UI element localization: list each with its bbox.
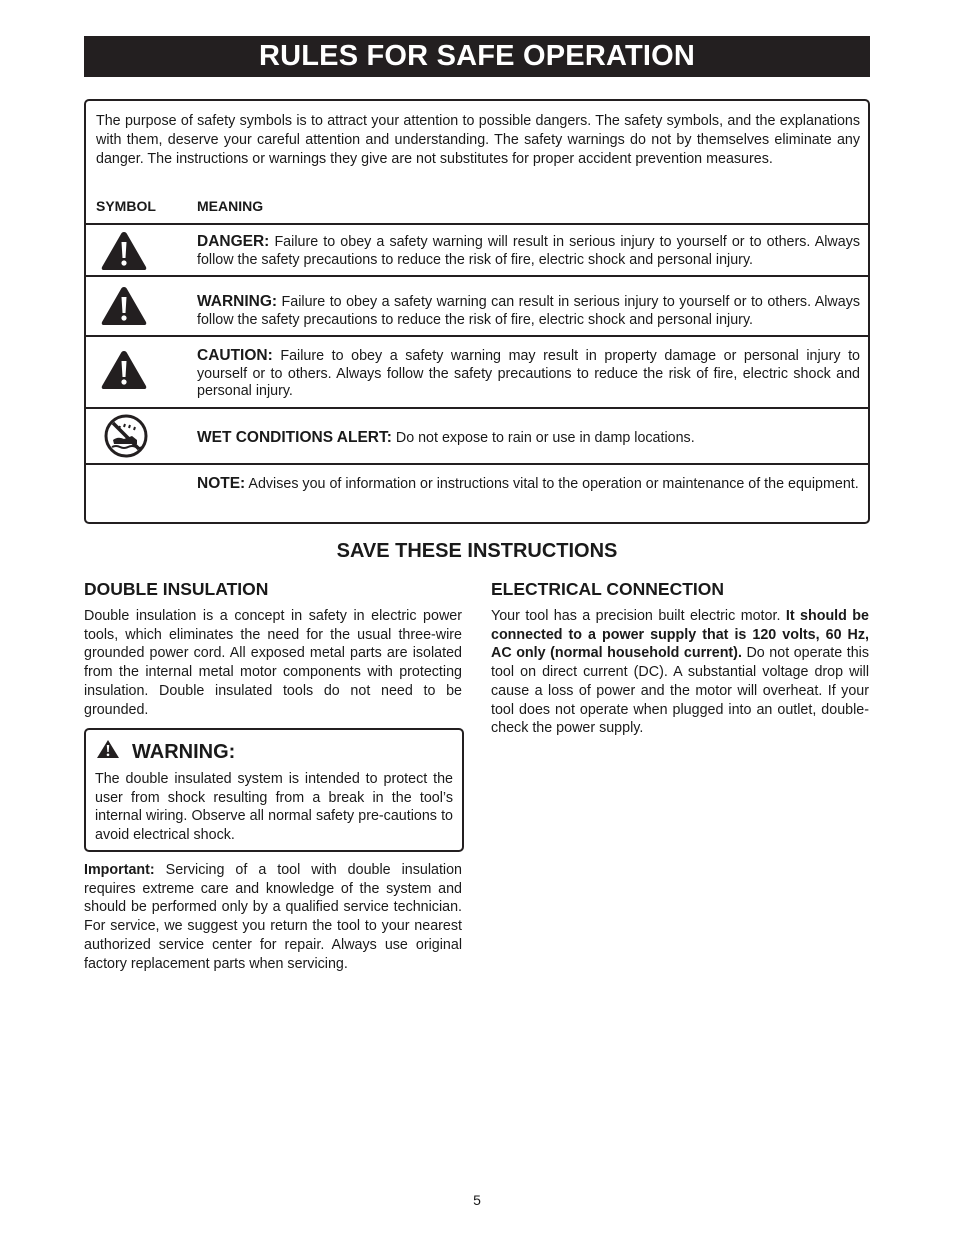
double-insulation-title: DOUBLE INSULATION <box>84 579 269 599</box>
symbol-row-warning <box>86 275 868 337</box>
warning-callout-box <box>84 728 464 852</box>
page-title: RULES FOR SAFE OPERATION <box>84 36 870 77</box>
important-paragraph <box>84 861 462 973</box>
warning-label: WARNING: <box>197 293 278 310</box>
caution-text: Failure to obey a safety warning may result in property damage or personal injury to yourself or to others. Always follow the safety precautions to reduce the risk of fire, electric shock and personal injury. <box>197 348 860 400</box>
caution-label: CAUTION: <box>197 347 273 364</box>
warning-callout-text: The double insulated system is intended to protect the user from shock resulting from a break in the tool’s internal wiring. Observe all normal safety pre-cautions to avoid electrical shock. <box>95 771 453 844</box>
danger-text: Failure to obey a safety warning will result in serious injury to yourself or to others. Always follow the safety precautions to reduce the risk of fire, electric shock and personal injury. <box>197 234 860 268</box>
note-description <box>197 475 860 494</box>
warning-triangle-icon <box>100 285 148 327</box>
electrical-text-2: Do not operate this tool on direct current (DC). A substantial voltage drop will cause a loss of power and the motor will overheat. If your tool does not operate when plugged into an outlet, double-check the power supply. <box>491 645 869 737</box>
electrical-text-1: Your tool has a precision built electric motor. <box>491 608 786 624</box>
wet-conditions-text: Do not expose to rain or use in damp locations. <box>391 430 695 446</box>
save-instructions-heading: SAVE THESE INSTRUCTIONS <box>336 540 618 562</box>
important-label: Important: <box>84 862 155 878</box>
danger-description <box>197 233 860 269</box>
warning-triangle-icon <box>96 739 132 765</box>
wet-conditions-description <box>197 429 860 448</box>
electrical-connection-body <box>491 607 869 738</box>
wet-conditions-label: WET CONDITIONS ALERT: <box>197 429 392 446</box>
warning-text: Failure to obey a safety warning can result in serious injury to yourself or to others. Always follow the safety precautions to reduce the risk of fire, electric shock and personal injury. <box>197 294 860 328</box>
wet-conditions-icon <box>104 414 148 458</box>
intro-text: The purpose of safety symbols is to attract your attention to possible dangers. The safety symbols, and the explanations with them, deserve your careful attention and understanding. The safety warnings do not by themselves eliminate any danger. The instructions or warnings they give are not substitutes for proper accident prevention measures. <box>96 113 860 167</box>
caution-description <box>197 347 860 401</box>
danger-triangle-icon <box>100 230 148 272</box>
safety-symbols-box <box>84 99 870 524</box>
symbol-row-wet-conditions <box>86 407 868 465</box>
note-label: NOTE: <box>197 475 246 492</box>
note-text: Advises you of information or instructions vital to the operation or maintenance of the equipment. <box>245 476 859 492</box>
symbol-row-danger <box>86 223 868 277</box>
warning-callout-heading <box>96 739 235 765</box>
electrical-connection-title: ELECTRICAL CONNECTION <box>491 579 725 599</box>
danger-label: DANGER: <box>197 233 270 250</box>
important-text: Servicing of a tool with double insulation requires extreme care and knowledge of the system and should be performed only by a qualified service technician. For service, we suggest you return the tool to your nearest authorized service center for repair. Always use original factory replacement parts when servicing. <box>84 862 462 972</box>
electrical-text-bold: It should be connected to a power supply that is 120 volts, 60 Hz, AC only (normal household current). <box>491 608 869 662</box>
caution-triangle-icon <box>100 349 148 391</box>
double-insulation-body: Double insulation is a concept in safety in electric power tools, which eliminates the need for the usual three-wire grounded power cord. All exposed metal parts are isolated from the internal metal motor components with protecting insulation. Double insulated tools do not need to be grounded. <box>84 608 462 718</box>
page-number: 5 <box>473 1192 481 1208</box>
symbol-row-note <box>86 463 868 524</box>
warning-description <box>197 293 860 329</box>
symbol-column-header: SYMBOL <box>96 198 156 214</box>
meaning-column-header: MEANING <box>197 198 264 214</box>
warning-callout-title: WARNING: <box>132 740 236 763</box>
symbol-row-caution <box>86 335 868 409</box>
